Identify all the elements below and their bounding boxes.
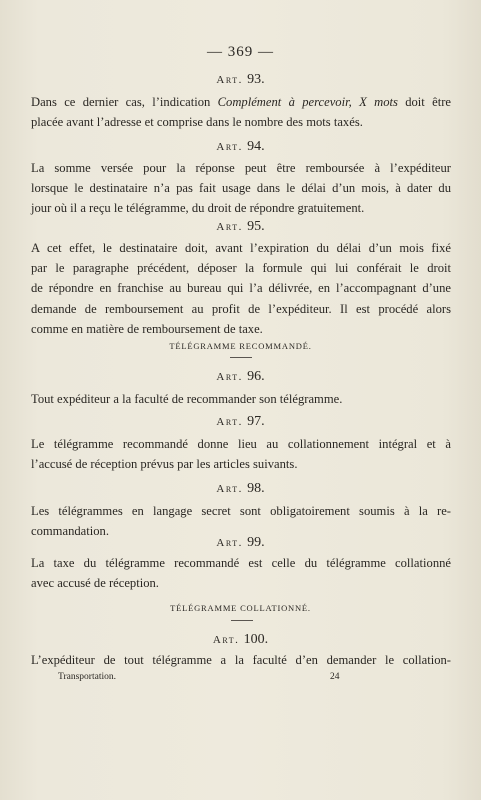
article-label: Art. [212, 634, 240, 646]
text-run: doit être [397, 95, 451, 109]
section-heading-recommande: TÉLÉGRAMME RECOMMANDÉ. [169, 341, 312, 351]
article-number: 97. [247, 414, 265, 429]
article-heading-99 [0, 535, 481, 551]
article-heading-94 [0, 139, 481, 155]
italic-text: Complément à percevoir, X mots [217, 95, 398, 109]
paragraph-line: commandation. [31, 524, 109, 539]
article-number: 98. [247, 481, 265, 496]
article-number: 95. [247, 219, 265, 234]
paragraph-line: Les télégrammes en langage secret sont obligatoirement soumis à la re- [31, 504, 451, 518]
article-heading-95 [0, 219, 481, 235]
section-divider [230, 357, 252, 358]
paragraph-line: A cet effet, le destinataire doit, avant l’expiration du délai d’un mois fixé [31, 241, 451, 255]
article-number: 100. [243, 632, 269, 647]
article-label: Art. [216, 416, 243, 428]
section-heading-collationne: TÉLÉGRAMME COLLATIONNÉ. [170, 603, 311, 613]
section-divider [231, 620, 253, 621]
paragraph-line: La somme versée pour la réponse peut être remboursée à l’expéditeur [31, 161, 451, 175]
paragraph-line: Le télégramme recommandé donne lieu au collationnement intégral et à [31, 437, 451, 451]
footer-sheet-number: 24 [330, 672, 340, 682]
page-number: — 369 — [207, 44, 274, 60]
paragraph-line: L’expéditeur de tout télégramme a la faculté d’en demander le collation- [31, 653, 451, 667]
paragraph-line: La taxe du télégramme recommandé est celle du télégramme collationné [31, 556, 451, 570]
paragraph-art94 [31, 158, 451, 219]
paragraph-line: lorsque le destinataire n’a pas fait usage dans le délai d’un mois, à dater du [31, 181, 451, 196]
paragraph-line: comme en matière de remboursement de taxe. [31, 321, 263, 336]
article-label: Art. [216, 371, 243, 383]
footer-signature: Transportation. [58, 672, 116, 682]
article-number: 94. [247, 139, 265, 154]
article-heading-98 [0, 481, 481, 497]
paragraph-line: jour où il a reçu le télégramme, du droit de répondre gratuitement. [31, 201, 365, 216]
paragraph-art95 [31, 238, 451, 339]
article-number: 99. [247, 535, 265, 550]
article-label: Art. [216, 74, 243, 86]
article-heading-96 [0, 369, 481, 385]
paragraph-line: placée avant l’adresse et comprise dans le nombre des mots taxés. [31, 115, 363, 130]
paragraph-art93 [31, 92, 451, 132]
article-label: Art. [216, 483, 243, 495]
article-label: Art. [216, 141, 243, 153]
paragraph-art100 [31, 650, 451, 670]
paragraph-line [31, 92, 451, 112]
article-label: Art. [216, 537, 243, 549]
article-number: 93. [247, 72, 265, 87]
paragraph-art96 [31, 389, 451, 409]
text-run: Dans ce dernier cas, l’indication [31, 95, 218, 109]
article-label: Art. [216, 221, 243, 233]
paragraph-line: l’accusé de réception prévus par les articles suivants. [31, 457, 298, 472]
paragraph-line: par le paragraphe précédent, déposer la formule qui lui conférait le droit [31, 261, 451, 276]
paragraph-line: avec accusé de réception. [31, 576, 159, 591]
article-heading-93 [0, 72, 481, 88]
paragraph-line: de répondre en franchise au bureau qui l’a délivrée, en l’accompagnant d’une [31, 281, 451, 296]
paragraph-line: demande de remboursement au profit de l’expéditeur. Il est procédé alors [31, 301, 451, 316]
article-heading-100 [0, 632, 481, 648]
paragraph-line: Tout expéditeur a la faculté de recommander son télégramme. [31, 392, 343, 406]
paragraph-art97 [31, 434, 451, 474]
article-heading-97 [0, 414, 481, 430]
article-number: 96. [247, 369, 265, 384]
paragraph-art99 [31, 553, 451, 593]
